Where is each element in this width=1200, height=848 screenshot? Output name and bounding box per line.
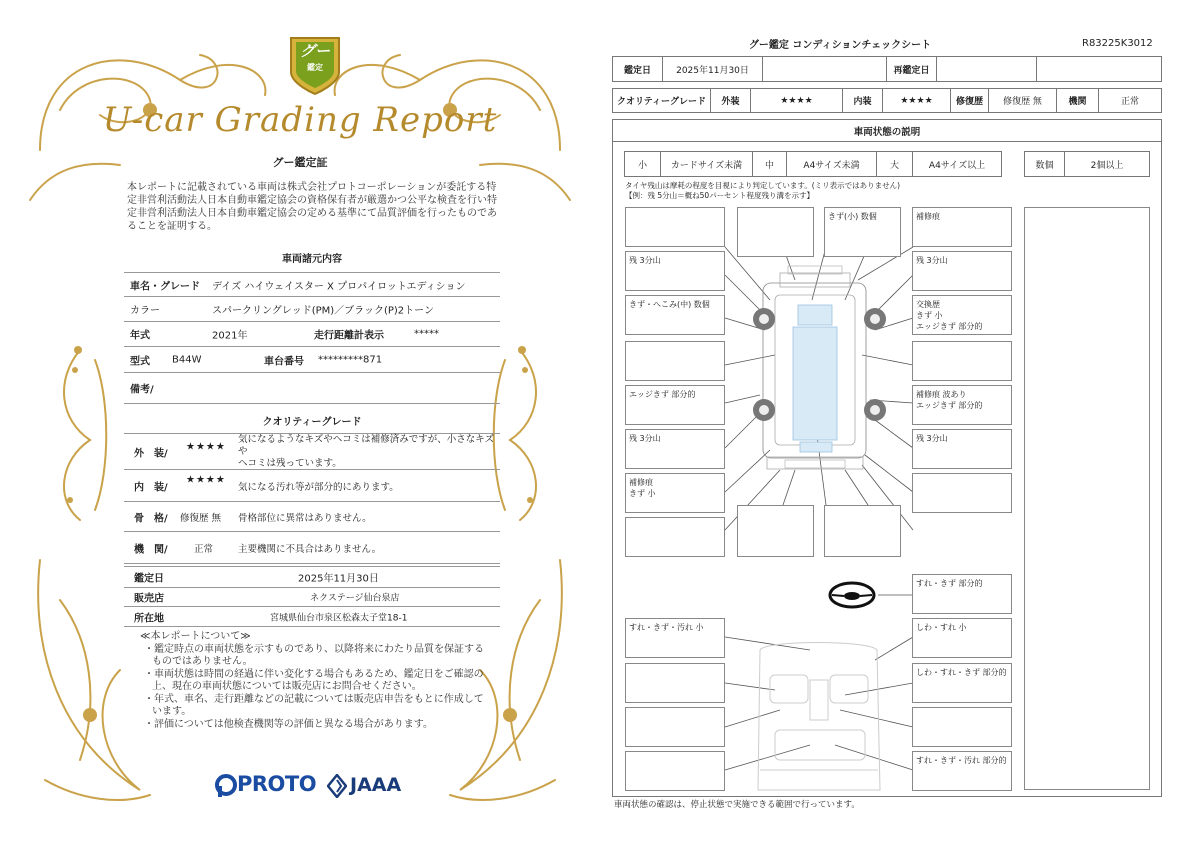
quality-row-exterior (124, 433, 500, 470)
model-value: B44W (172, 354, 202, 365)
spec-row-model (124, 347, 500, 373)
certificate-text: 本レポートに記載されている車両は株式会社プロトコーポレーションが委託する特定非営利活動法人日本自動車鑑定協会の資格保有者が厳選かつ公平な検査を行い特定非営利活動法人日本自動車鑑定協会の定める基準にて品質評価を行ったものであることを証明する。 (127, 182, 497, 232)
info-row-address (124, 607, 500, 627)
repair-label: 修復歴 (951, 89, 989, 112)
proto-logo-text: PROTO (237, 772, 317, 796)
legend-small-desc: カードサイズ未満 (661, 152, 753, 176)
int-value: ★★★★ (883, 89, 951, 112)
legend-count-desc: 2個以上 (1090, 160, 1124, 171)
appraisal-date-label: 鑑定日 (134, 573, 164, 585)
year-label: 年式 (130, 330, 150, 342)
year-value: 2021年 (212, 330, 248, 342)
interior-box (625, 751, 725, 791)
proto-logo-icon (215, 774, 237, 798)
interior-box-4: すれ・きず・汚れ 部分的 (912, 751, 1012, 791)
legend-count: 数個 (1025, 152, 1065, 176)
quality-row-frame (124, 502, 500, 532)
shop-value: ネクステージ仙台泉店 (310, 593, 400, 604)
int-label: 内装 (843, 89, 883, 112)
frame-label: 骨 格/ (134, 513, 168, 524)
appraisal-date-value: 2025年11月30日 (298, 573, 379, 585)
engine-grade: 正常 (194, 543, 214, 555)
spec-section-title: 車両諸元内容 (282, 254, 342, 265)
note-item: ・鑑定時点の車両状態を示すものであり、以降将来にわたり品質を保証するものではありません。 (144, 643, 484, 667)
damage-box (625, 207, 725, 247)
ext-label: 外装 (711, 89, 751, 112)
tire-box-rear-left: 残 3分山 (625, 429, 725, 469)
quality-section-title: クオリティーグレード (262, 417, 362, 428)
damage-box-right-front: 交換歴 きず 小 エッジきず 部分的 (912, 295, 1012, 335)
exterior-grade: ★★★★ (186, 441, 226, 453)
damage-box (737, 505, 814, 557)
damage-box (625, 517, 725, 557)
damage-box-left-rear: エッジきず 部分的 (625, 385, 725, 425)
tire-note-2: 【例：残 5分山＝概ね50パーセント程度残り溝を示す】 (625, 191, 815, 200)
damage-box-rear-left: 補修痕 きず 小 (625, 473, 725, 513)
spec-row-remarks (124, 373, 500, 404)
address-label: 所在地 (134, 613, 164, 624)
damage-box (912, 341, 1012, 381)
info-row-shop (124, 588, 500, 607)
chassis-label: 車台番号 (264, 356, 304, 367)
name-label: 車名・グレード (130, 281, 200, 292)
sheet-title: グー鑑定 コンディションチェックシート (748, 40, 932, 51)
certificate-heading: グー鑑定証 (272, 156, 328, 169)
report-script-title: U-car Grading Report (102, 100, 498, 140)
damage-box-steering: すれ・きず 部分的 (912, 574, 1012, 614)
note-item: ・評価については他検査機関等の評価と異なる場合があります。 (144, 718, 433, 730)
damage-box (912, 473, 1012, 513)
damage-box-front-center: きず(小) 数個 (824, 207, 901, 257)
interior-box-1: すれ・きず・汚れ 小 (625, 618, 725, 658)
spec-row-name (124, 272, 500, 297)
engine-comment: 主要機関に不具合はありません。 (238, 543, 382, 555)
repair-value: 修復歴 無 (989, 89, 1057, 112)
engine-value: 正常 (1120, 97, 1139, 107)
info-row-date (124, 566, 500, 588)
legend-mid-desc: A4サイズ未満 (787, 152, 877, 176)
interior-label: 内 装/ (134, 482, 168, 493)
sheet-footer-note: 車両状態の確認は、停止状態で実施できる範囲で行っています。 (614, 800, 860, 810)
color-value: スパークリングレッド(PM)／ブラック(P)2トーン (212, 305, 434, 317)
jaaa-logo-text: JAAA (350, 774, 402, 796)
quality-row-engine (124, 532, 500, 564)
exterior-comment: 気になるようなキズやヘコミは補修済みですが、小さなキズや ヘコミは残っています。 (238, 433, 495, 469)
interior-box-2: しわ・すれ 小 (912, 618, 1012, 658)
address-value: 宮城県仙台市泉区松森太子堂18-1 (270, 613, 408, 623)
damage-box-right-rear: 補修痕 波あり エッジきず 部分的 (912, 385, 1012, 425)
legend-small: 小 (625, 152, 661, 176)
name-value: デイズ ハイウェイスター X プロパイロットエディション (212, 281, 466, 292)
frame-grade: 修復歴 無 (180, 512, 222, 524)
reeval-label: 再鑑定日 (887, 57, 937, 81)
date-value: 2025年11月30日 (663, 57, 763, 81)
report-code: R83225K3012 (1082, 38, 1153, 49)
badge-sub-text: 鑑定 (307, 63, 323, 72)
tire-box-front-left: 残 3分山 (625, 251, 725, 291)
steering-wheel-icon (830, 583, 874, 607)
chassis-value: *********871 (318, 354, 383, 365)
odometer-label: 走行距離計表示 (314, 330, 384, 342)
engine-label: 機 関/ (134, 544, 168, 555)
notes-title: ≪本レポートについて≫ (140, 631, 251, 642)
legend-large: 大 (877, 152, 913, 176)
damage-box (625, 341, 725, 381)
quality-row-interior (124, 470, 500, 502)
interior-grade: ★★★★ (186, 474, 226, 486)
tire-note-1: タイヤ残山は摩耗の程度を目視により判定しています。(ミリ表示ではありません) (625, 181, 901, 190)
condition-check-sheet (600, 0, 1200, 848)
spec-row-color (124, 297, 500, 322)
damage-box (737, 207, 814, 257)
interior-box (625, 707, 725, 747)
date-label: 鑑定日 (613, 57, 663, 81)
spec-row-year (124, 322, 500, 347)
tire-box-rear-right: 残 3分山 (912, 429, 1012, 469)
shop-label: 販売店 (134, 593, 164, 605)
remarks-label: 備考/ (130, 384, 154, 396)
badge-main-text: グー (299, 42, 330, 60)
damage-box-front-right: 補修痕 (912, 207, 1012, 247)
exterior-label: 外 装/ (134, 448, 168, 459)
damage-box (824, 505, 901, 557)
model-label: 型式 (130, 356, 150, 367)
jaaa-logo-icon (327, 774, 347, 798)
damage-box-left-front: きず・へこみ(中) 数個 (625, 295, 725, 335)
ext-value: ★★★★ (751, 89, 843, 112)
note-item: ・年式、車名、走行距離などの記載については販売店申告をもとに作成しています。 (144, 693, 484, 717)
note-item: ・車両状態は時間の経過に伴い変化する場合もあるため、鑑定日をご確認の上、現在の車両状態については販売店にお問合せください。 (144, 668, 484, 692)
interior-box (912, 707, 1012, 747)
interior-box-3: しわ・すれ・きず 部分的 (912, 663, 1012, 703)
odometer-value: ***** (414, 328, 439, 340)
engine-label: 機関 (1057, 89, 1099, 112)
report-notes (140, 631, 490, 731)
legend-mid: 中 (753, 152, 787, 176)
interior-comment: 気になる汚れ等が部分的にあります。 (238, 481, 399, 493)
interior-box (625, 663, 725, 703)
frame-comment: 骨格部位に異常はありません。 (238, 512, 372, 524)
legend-large-desc: A4サイズ以上 (928, 160, 986, 171)
color-label: カラー (130, 305, 160, 317)
explain-title: 車両状態の説明 (613, 120, 1161, 142)
quality-grade-label: クオリティーグレード (613, 89, 711, 112)
footer-logos (215, 772, 415, 800)
tire-box-front-right: 残 3分山 (912, 251, 1012, 291)
